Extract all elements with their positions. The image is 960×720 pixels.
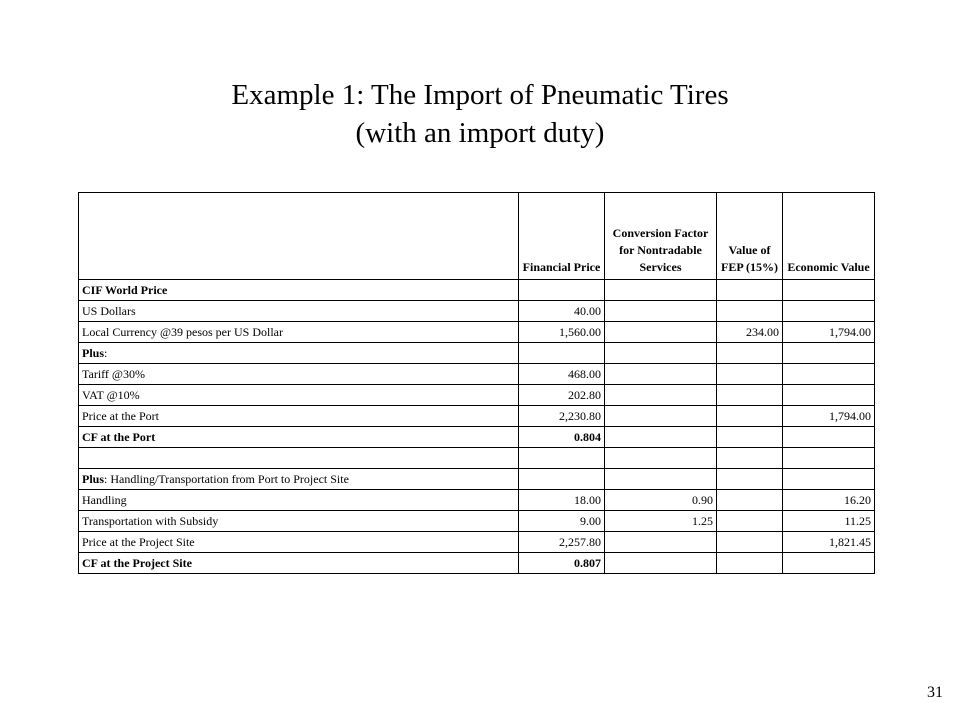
table-cell [605,553,717,574]
row-label: Price at the Port [79,406,519,427]
table-cell: 2,230.80 [519,406,605,427]
table-cell [605,280,717,301]
table-row [79,385,875,406]
table-cell: 16.20 [783,490,875,511]
table-cell [717,532,783,553]
table-cell: 40.00 [519,301,605,322]
table-cell [783,427,875,448]
table-cell: 1,794.00 [783,406,875,427]
table-cell [605,469,717,490]
table-cell [605,301,717,322]
row-label: Local Currency @39 pesos per US Dollar [79,322,519,343]
table-cell [783,280,875,301]
table-cell [717,301,783,322]
table-cell [717,280,783,301]
column-header [79,193,519,280]
table-row [79,343,875,364]
table-row [79,322,875,343]
table-cell [605,427,717,448]
table-row [79,511,875,532]
table-body [79,280,875,574]
table-cell [605,448,717,469]
row-label: CF at the Port [79,427,519,448]
table-cell [605,385,717,406]
table-cell: 202.80 [519,385,605,406]
row-label: Tariff @30% [79,364,519,385]
table-cell [783,469,875,490]
column-header: Financial Price [519,193,605,280]
row-label: VAT @10% [79,385,519,406]
row-label: CIF World Price [79,280,519,301]
row-label-rest: : [104,346,108,360]
column-header: Economic Value [783,193,875,280]
table-cell [717,448,783,469]
row-label [79,448,519,469]
table-cell: 1,794.00 [783,322,875,343]
table-cell [783,301,875,322]
row-label-bold: Plus [82,472,105,486]
table-cell [717,385,783,406]
table-row [79,553,875,574]
row-label: Price at the Project Site [79,532,519,553]
table-cell: 1,560.00 [519,322,605,343]
slide-title [0,76,960,152]
table-cell [605,406,717,427]
table-cell: 0.804 [519,427,605,448]
table-cell [519,469,605,490]
pricing-table [78,192,875,574]
row-label: CF at the Project Site [79,553,519,574]
table-cell: 468.00 [519,364,605,385]
table-cell: 234.00 [717,322,783,343]
table-cell [783,385,875,406]
table-cell: 1.25 [605,511,717,532]
table-cell: 2,257.80 [519,532,605,553]
table-cell [717,427,783,448]
table-row [79,364,875,385]
row-label [79,343,519,364]
table-header-row [79,193,875,280]
table-cell [783,448,875,469]
table-cell [519,448,605,469]
table-row [79,406,875,427]
row-label: Transportation with Subsidy [79,511,519,532]
table-row [79,448,875,469]
title-line-1: Example 1: The Import of Pneumatic Tires [231,79,729,111]
table-cell: 0.807 [519,553,605,574]
row-label: US Dollars [79,301,519,322]
table-cell [519,343,605,364]
table-row [79,532,875,553]
table-row [79,301,875,322]
table-cell [605,532,717,553]
table-cell: 18.00 [519,490,605,511]
table-cell [717,469,783,490]
table-cell [717,343,783,364]
row-label: Handling [79,490,519,511]
title-line-2: (with an import duty) [355,117,605,149]
row-label-rest: : Handling/Transportation from Port to Project Site [104,472,349,486]
table-cell [783,364,875,385]
table-row [79,280,875,301]
table-cell [783,553,875,574]
table-row [79,469,875,490]
table-cell [519,280,605,301]
row-label [79,469,519,490]
table-cell: 1,821.45 [783,532,875,553]
table-cell [605,322,717,343]
row-label-bold: Plus [82,346,105,360]
table-cell: 9.00 [519,511,605,532]
table-cell: 0.90 [605,490,717,511]
table-cell [605,364,717,385]
table-row [79,490,875,511]
page-number: 31 [927,684,943,701]
column-header: Value of FEP (15%) [717,193,783,280]
table-cell: 11.25 [783,511,875,532]
table-cell [717,406,783,427]
table-cell [717,553,783,574]
table-row [79,427,875,448]
column-header: Conversion Factor for Nontradable Services [605,193,717,280]
table-cell [717,364,783,385]
table-cell [605,343,717,364]
table-cell [717,511,783,532]
table-cell [783,343,875,364]
table-cell [717,490,783,511]
